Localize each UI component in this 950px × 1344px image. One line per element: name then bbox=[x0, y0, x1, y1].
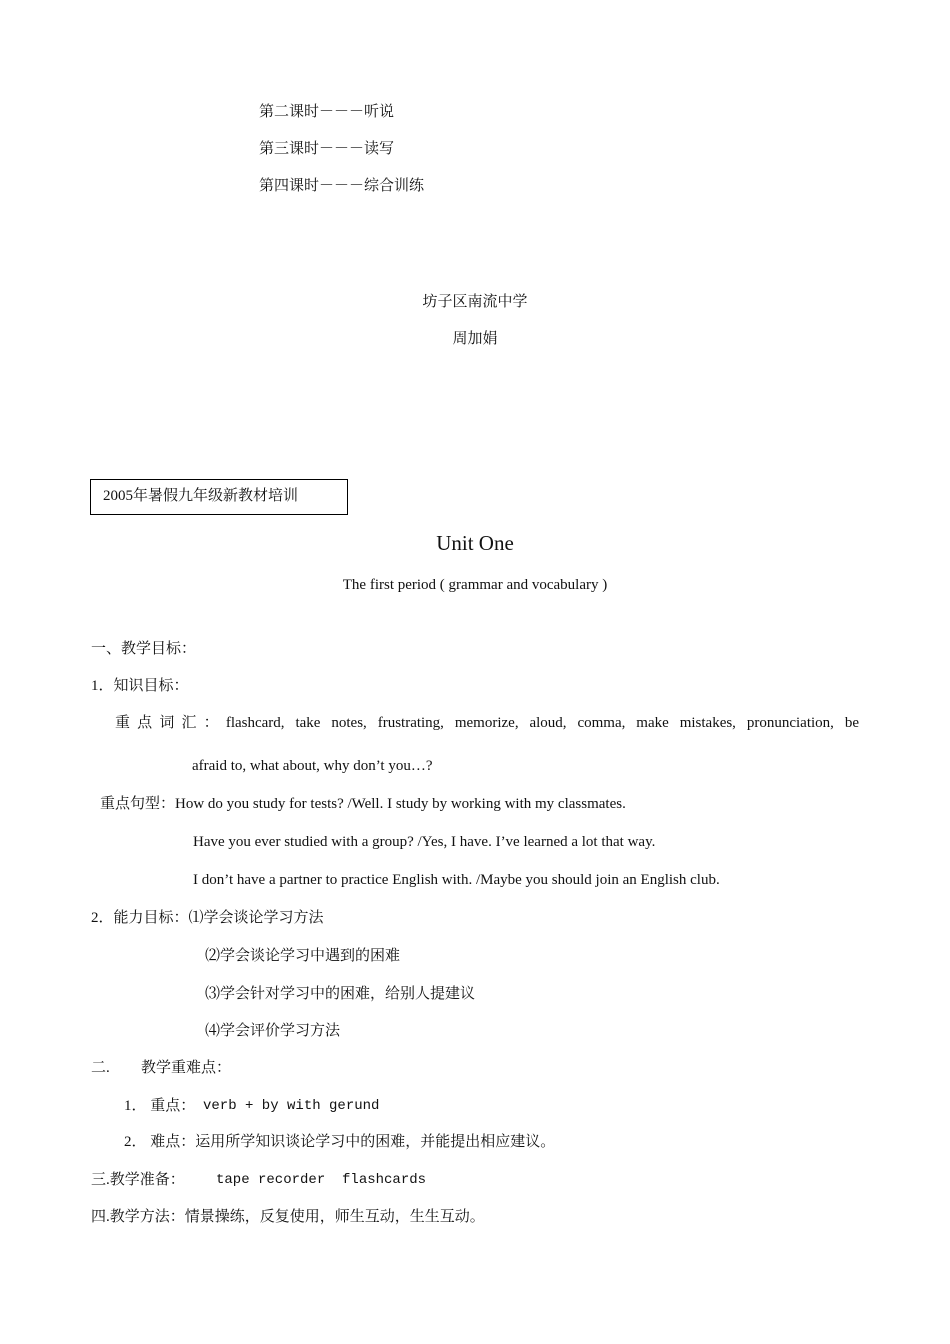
period-title: The first period ( grammar and vocabulary ) bbox=[342, 577, 608, 593]
ability-heading: 2．能力目标：⑴学会谈论学习方法 bbox=[91, 910, 324, 926]
author-name: 周加娟 bbox=[452, 331, 498, 347]
ability-item-4: ⑷学会评价学习方法 bbox=[205, 1023, 341, 1039]
training-label-box: 2005年暑假九年级新教材培训 bbox=[90, 479, 348, 515]
difficult-point: 2． 难点：运用所学知识谈论学习中的困难，并能提出相应建议。 bbox=[124, 1134, 556, 1150]
key-vocab-continued: afraid to, what about, why don’t you…? bbox=[192, 758, 433, 774]
unit-title: Unit One bbox=[436, 531, 514, 555]
knowledge-heading: 1．知识目标： bbox=[91, 678, 189, 694]
lesson-line-4: 第四课时－－－综合训练 bbox=[259, 178, 425, 194]
ability-item-2: ⑵学会谈论学习中遇到的困难 bbox=[205, 948, 401, 964]
ability-item-3: ⑶学会针对学习中的困难，给别人提建议 bbox=[205, 986, 476, 1002]
key-sentences-line-1: 重点句型：How do you study for tests? /Well. I study by working with my classmates. bbox=[100, 796, 626, 812]
lesson-line-3: 第三课时－－－读写 bbox=[259, 141, 395, 157]
key-sentences-line-2: Have you ever studied with a group? /Yes, I have. I’ve learned a lot that way. bbox=[193, 834, 656, 850]
section-2-number: 二. bbox=[91, 1060, 110, 1076]
section-2-heading: 教学重难点： bbox=[141, 1060, 232, 1076]
school-name: 坊子区南流中学 bbox=[422, 294, 528, 310]
lesson-line-2: 第二课时－－－听说 bbox=[259, 104, 395, 120]
key-point-value: verb + by with gerund bbox=[203, 1098, 380, 1114]
section-1-heading: 一、教学目标： bbox=[91, 641, 197, 657]
section-3-label: 三.教学准备： bbox=[91, 1172, 185, 1188]
section-3-value: tape recorder flashcards bbox=[216, 1172, 427, 1188]
section-4-text: 四.教学方法：情景操练，反复使用，师生互动，生生互动。 bbox=[91, 1209, 485, 1225]
key-vocab-line: 重点词汇：flashcard, take notes, frustrating, memorize, aloud, comma, make mistakes, pronunciation, be bbox=[115, 715, 859, 731]
key-sentences-line-3: I don’t have a partner to practice English with. /Maybe you should join an English club. bbox=[193, 872, 720, 888]
key-point-label: 1． 重点： bbox=[124, 1098, 196, 1114]
